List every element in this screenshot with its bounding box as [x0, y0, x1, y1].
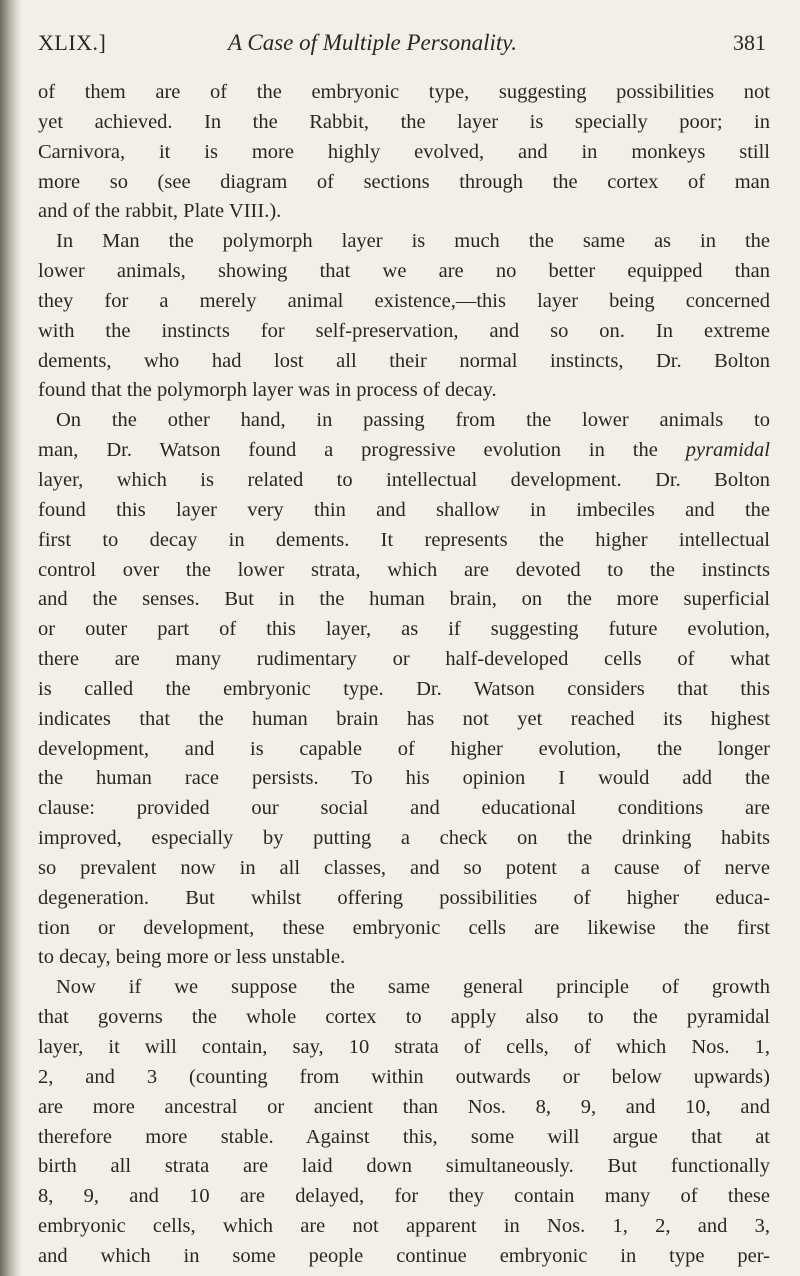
text-line: is called the embryonic type. Dr. Watson considers that this [38, 677, 770, 700]
book-spine-shadow [0, 0, 22, 1276]
text-line: and which in some people continue embryonic in type per- [38, 1244, 770, 1267]
text-line: tion or development, these embryonic cells are likewise the first [38, 916, 770, 939]
text-line: 8, 9, and 10 are delayed, for they contain many of these [38, 1185, 770, 1208]
text-line: or outer part of this layer, as if suggesting future evolution, [38, 618, 770, 641]
running-title: A Case of Multiple Personality. [228, 30, 517, 55]
text-line: embryonic cells, which are not apparent in Nos. 1, 2, and 3, [38, 1215, 770, 1238]
text-line: so prevalent now in all classes, and so potent a cause of nerve [38, 856, 770, 879]
body-text [38, 78, 770, 1272]
italic-term: pyramidal [685, 439, 770, 462]
text-line: are more ancestral or ancient than Nos. 8, 9, and 10, and [38, 1095, 770, 1118]
text-line: indicates that the human brain has not yet reached its highest [38, 707, 770, 730]
paragraph-end-line: to decay, being more or less unstable. [38, 946, 346, 969]
paragraph-start-line: In Man the polymorph layer is much the same as in the [56, 230, 770, 253]
text-line: that governs the whole cortex to apply also to the pyramidal [38, 1006, 770, 1029]
paragraph-start-line: Now if we suppose the same general principle of growth [56, 976, 770, 999]
text-line: 2, and 3 (counting from within outwards or below upwards) [38, 1065, 770, 1088]
text-line: layer, which is related to intellectual development. Dr. Bolton [38, 468, 770, 491]
text-line: found this layer very thin and shallow in imbeciles and the [38, 498, 770, 521]
text-line: with the instincts for self-preservation, and so on. In extreme [38, 319, 770, 342]
text-line: Carnivora, it is more highly evolved, and in monkeys still [38, 140, 770, 163]
text-line: there are many rudimentary or half-developed cells of what [38, 648, 770, 671]
text-line: therefore more stable. Against this, some will argue that at [38, 1125, 770, 1148]
page-number: 381 [733, 30, 766, 55]
paragraph-end-line: and of the rabbit, Plate VIII.). [38, 200, 282, 223]
text-line: development, and is capable of higher evolution, the longer [38, 737, 770, 760]
text-line: of them are of the embryonic type, suggesting possibilities not [38, 81, 770, 103]
text-line: they for a merely animal existence,—this layer being concerned [38, 289, 770, 312]
text-line: and the senses. But in the human brain, on the more superficial [38, 588, 770, 611]
running-header [38, 30, 766, 64]
text-line: degeneration. But whilst offering possibilities of higher educa- [38, 886, 770, 909]
text-line: dements, who had lost all their normal instincts, Dr. Bolton [38, 349, 770, 372]
text-line: yet achieved. In the Rabbit, the layer is specially poor; in [38, 110, 770, 133]
text-line: clause: provided our social and educational conditions are [38, 797, 770, 820]
text-segment: man, Dr. Watson found a progressive evolution in the [38, 439, 686, 462]
text-line: more so (see diagram of sections through the cortex of man [38, 170, 770, 193]
text-line: first to decay in dements. It represents the higher intellectual [38, 528, 770, 551]
text-line: control over the lower strata, which are devoted to the instincts [38, 558, 770, 581]
text-line: improved, especially by putting a check on the drinking habits [38, 827, 770, 850]
chapter-number: XLIX.] [38, 30, 107, 55]
paragraph-start-line: On the other hand, in passing from the lower animals to [56, 409, 770, 432]
text-line [38, 436, 770, 466]
text-line: birth all strata are laid down simultaneously. But functionally [38, 1155, 770, 1178]
text-line: lower animals, showing that we are no better equipped than [38, 260, 770, 283]
text-line: the human race persists. To his opinion I would add the [38, 767, 770, 790]
text-line: layer, it will contain, say, 10 strata of cells, of which Nos. 1, [38, 1036, 770, 1058]
paragraph-end-line: found that the polymorph layer was in process of decay. [38, 379, 497, 402]
